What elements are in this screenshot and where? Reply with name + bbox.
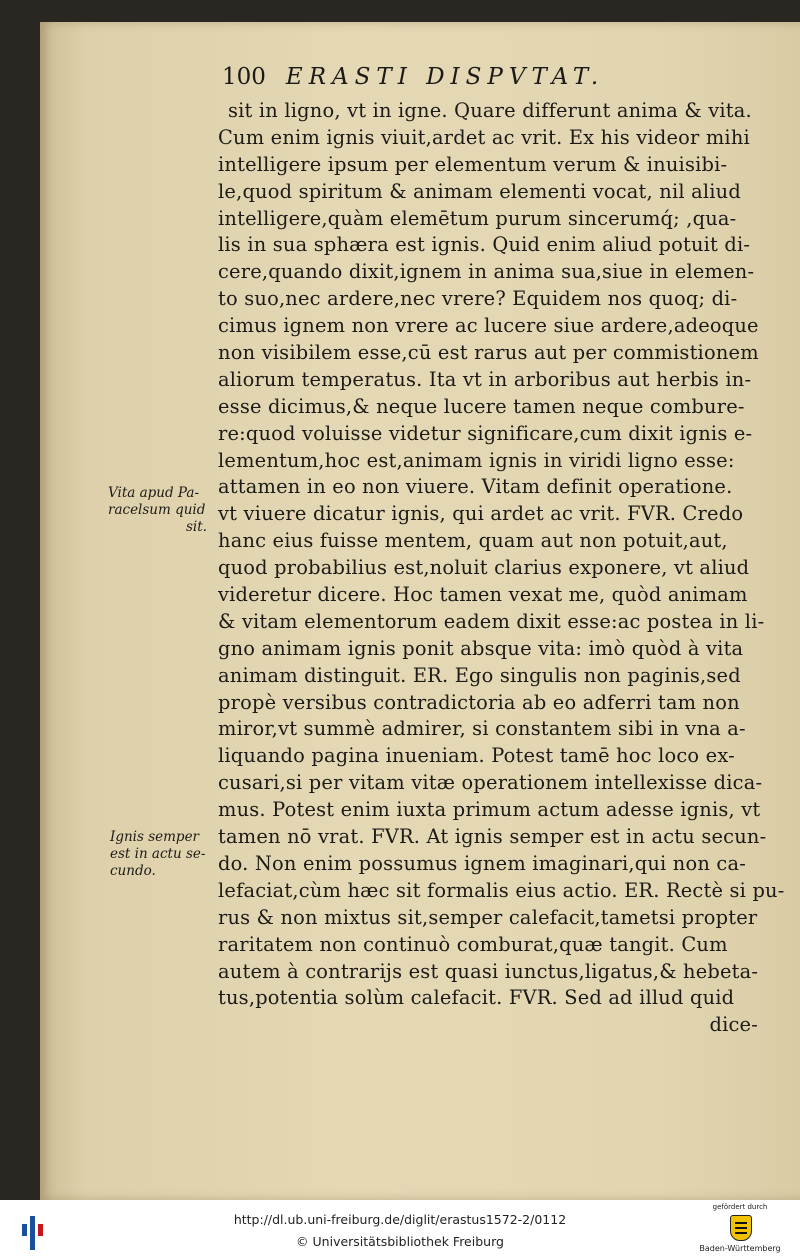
text-line: videretur dicere. Hoc tamen vexat me, quòd animam [218, 583, 748, 607]
text-line: non visibilem esse,cū est rarus aut per commistionem [218, 341, 759, 365]
marginal-note-line: est in actu se- [110, 846, 206, 862]
marginal-note-line: Vita apud Pa- [108, 485, 199, 501]
text-line: tamen nō vrat. FVR. At ignis semper est in actu secun- [218, 825, 767, 849]
text-line: esse dicimus,& neque lucere tamen neque combure- [218, 394, 745, 418]
text-line: mus. Potest enim iuxta primum actum adesse ignis, vt [218, 798, 761, 822]
text-line: cere,quando dixit,ignem in anima sua,siue in elemen- [218, 260, 755, 284]
marginal-note-line: sit. [186, 519, 207, 535]
permalink-url[interactable]: http://dl.ub.uni-freiburg.de/diglit/erastus1572-2/0112 [233, 1212, 567, 1227]
text-line: cimus ignem non vrere ac lucere siue ardere,adeoque [218, 314, 759, 338]
text-line: intelligere,quàm elemētum purum sincerumq́; ,qua- [218, 206, 737, 230]
page-header [222, 64, 604, 90]
text-line: & vitam elementorum eadem dixit esse:ac postea in li- [218, 609, 765, 633]
text-line: lefaciat,cùm hæc sit formalis eius actio. ER. Rectè si pu- [218, 878, 785, 902]
text-line: propè versibus contradictoria ab eo adferri tam non [218, 690, 740, 714]
text-line: raritatem non continuò comburat,quæ tangit. Cum [218, 932, 728, 956]
marginal-note-line: racelsum quid [108, 502, 206, 518]
sponsor-name: Baden-Württemberg [699, 1244, 781, 1253]
text-line: miror,vt summè admirer, si constantem sibi in vna a- [218, 717, 746, 741]
text-line: re:quod voluisse videtur significare,cum dixit ignis e- [218, 421, 753, 445]
text-line: lementum,hoc est,animam ignis in viridi ligno esse: [218, 448, 735, 472]
coat-of-arms-icon [730, 1215, 752, 1241]
text-line: aliorum temperatus. Ita vt in arboribus aut herbis in- [218, 367, 752, 391]
text-line: rus & non mixtus sit,semper calefacit,tametsi propter [218, 905, 758, 929]
copyright-notice: © Universitätsbibliothek Freiburg [296, 1234, 504, 1249]
marginal-note-line: Ignis semper [110, 829, 200, 845]
sponsor-label: gefördert durch [712, 1203, 768, 1211]
text-line: quod probabilius est,noluit clarius exponere, vt aliud [218, 556, 750, 580]
text-line: le,quod spiritum & animam elementi vocat, nil aliud [218, 179, 741, 203]
text-line: Cum enim ignis viuit,ardet ac vrit. Ex his videor mihi [218, 125, 750, 149]
text-line: intelligere ipsum per elementum verum & inuisibi- [218, 152, 728, 176]
running-title: ERASTI DISPVTAT. [285, 64, 605, 90]
body-text [218, 98, 785, 1039]
text-line: sit in ligno, vt in igne. Quare differunt anima & vita. [228, 99, 752, 122]
sponsor-badge [690, 1203, 790, 1255]
page-number: 100 [222, 64, 266, 90]
viewer-footer [0, 1200, 800, 1256]
text-line: gno animam ignis ponit absque vita: imò quòd à vita [218, 636, 744, 660]
text-line: autem à contrarijs est quasi iunctus,ligatus,& hebeta- [218, 959, 759, 983]
marginal-note [108, 485, 207, 536]
catchword: dice- [709, 1013, 758, 1037]
text-line: do. Non enim possumus ignem imaginari,qui non ca- [218, 851, 746, 875]
text-line: liquando pagina inueniam. Potest tamē hoc loco ex- [218, 744, 735, 768]
text-line: animam distinguit. ER. Ego singulis non paginis,sed [218, 663, 741, 687]
text-line: tus,potentia solùm calefacit. FVR. Sed ad illud quid [218, 986, 735, 1010]
marginal-note [110, 829, 205, 880]
text-line: cusari,si per vitam vitæ operationem intellexisse dica- [218, 771, 763, 795]
text-line: to suo,nec ardere,nec vrere? Equidem nos quoq; di- [218, 287, 738, 311]
text-line: hanc eius fuisse mentem, quam aut non potuit,aut, [218, 529, 728, 553]
text-line: attamen in eo non viuere. Vitam definit operatione. [218, 475, 733, 499]
marginal-note-line: cundo. [110, 863, 156, 879]
text-line: vt viuere dicatur ignis, qui ardet ac vrit. FVR. Credo [218, 502, 744, 526]
text-line: lis in sua sphæra est ignis. Quid enim aliud potuit di- [218, 233, 751, 257]
